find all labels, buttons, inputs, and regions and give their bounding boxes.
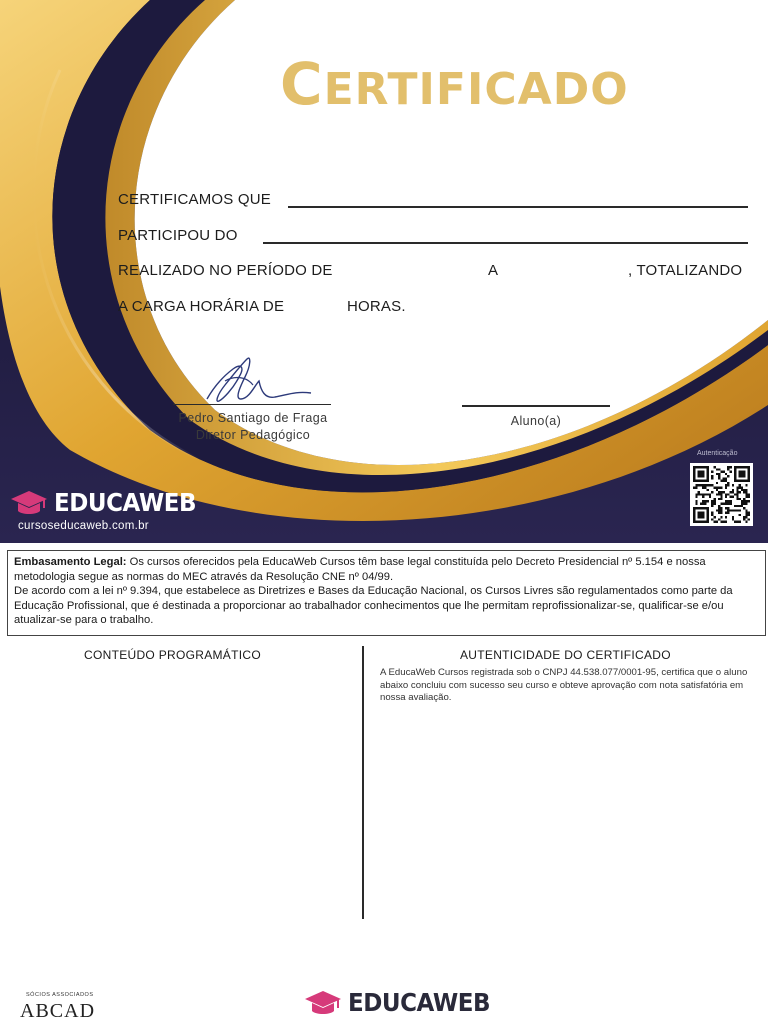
- legal-basis-box: [7, 550, 766, 636]
- student-signature-line: [462, 405, 610, 407]
- qr-auth-label: Autenticação: [697, 450, 738, 457]
- qr-code[interactable]: [690, 463, 753, 526]
- authenticity-text: A EducaWeb Cursos registrada sob o CNPJ 44.538.077/0001-95, certifica que o aluno abaixo concluiu com sucesso seu curso e obteve aprovação com nota satisfatória em nossa avaliação.: [380, 667, 748, 704]
- title-rest: ERTIFICADO: [323, 64, 629, 115]
- participated-label: PARTICIPOU DO: [118, 227, 238, 244]
- educaweb-logo: [10, 488, 208, 517]
- hours-label: HORAS.: [347, 298, 406, 315]
- program-content-heading: CONTEÚDO PROGRAMÁTICO: [84, 648, 261, 662]
- abcad-logo: ABCAD: [20, 1000, 96, 1022]
- legal-title: Embasamento Legal:: [14, 556, 127, 568]
- student-name-line: [288, 206, 748, 208]
- director-role: Diretor Pedagógico: [195, 428, 311, 442]
- workload-label: A CARGA HORÁRIA DE: [118, 298, 285, 315]
- legal-text-1: Os cursos oferecidos pela EducaWeb Cursos têm base legal constituída pelo Decreto Presidencial nº 5.154 e nossa metodologia segue as normas do MEC através da Resolução CNE nº 04/99.: [14, 556, 706, 583]
- course-name-line: [263, 242, 748, 244]
- certificate-title: [280, 50, 680, 133]
- totalizing-label: , TOTALIZANDO: [628, 262, 743, 279]
- director-signature: [195, 355, 335, 407]
- graduation-cap-icon: [10, 489, 48, 517]
- student-label: Aluno(a): [510, 414, 562, 428]
- director-name: Pedro Santiago de Fraga: [178, 411, 328, 425]
- authenticity-heading: AUTENTICIDADE DO CERTIFICADO: [460, 648, 671, 662]
- footer-educaweb-logo: [304, 988, 502, 1017]
- title-initial: C: [280, 50, 324, 118]
- graduation-cap-icon: [304, 989, 342, 1017]
- director-block: [163, 410, 343, 444]
- footer-brand-name: EDUCAWEB: [348, 988, 491, 1017]
- abcad-caption: SÓCIOS ASSOCIADOS: [26, 992, 94, 998]
- certify-label: CERTIFICAMOS QUE: [118, 191, 271, 208]
- column-divider: [362, 646, 364, 919]
- qr-code-icon: [693, 466, 750, 523]
- period-label: REALIZADO NO PERÍODO DE: [118, 262, 333, 279]
- director-signature-line: [173, 404, 331, 405]
- legal-text-2: De acordo com a lei nº 9.394, que estabelece as Diretrizes e Bases da Educação Nacional, os Cursos Livres são regulamentados como parte da Educação Profissional, que é destinada a proporcionar ao trabalhador conhecimentos que lhe permitam reprofissionalizar-se, qualificar-se e/ou atualizar-se para o trabalho.: [14, 585, 733, 627]
- period-to-label: A: [488, 262, 499, 279]
- brand-name: EDUCAWEB: [54, 488, 197, 517]
- brand-url: cursoseducaweb.com.br: [18, 520, 149, 532]
